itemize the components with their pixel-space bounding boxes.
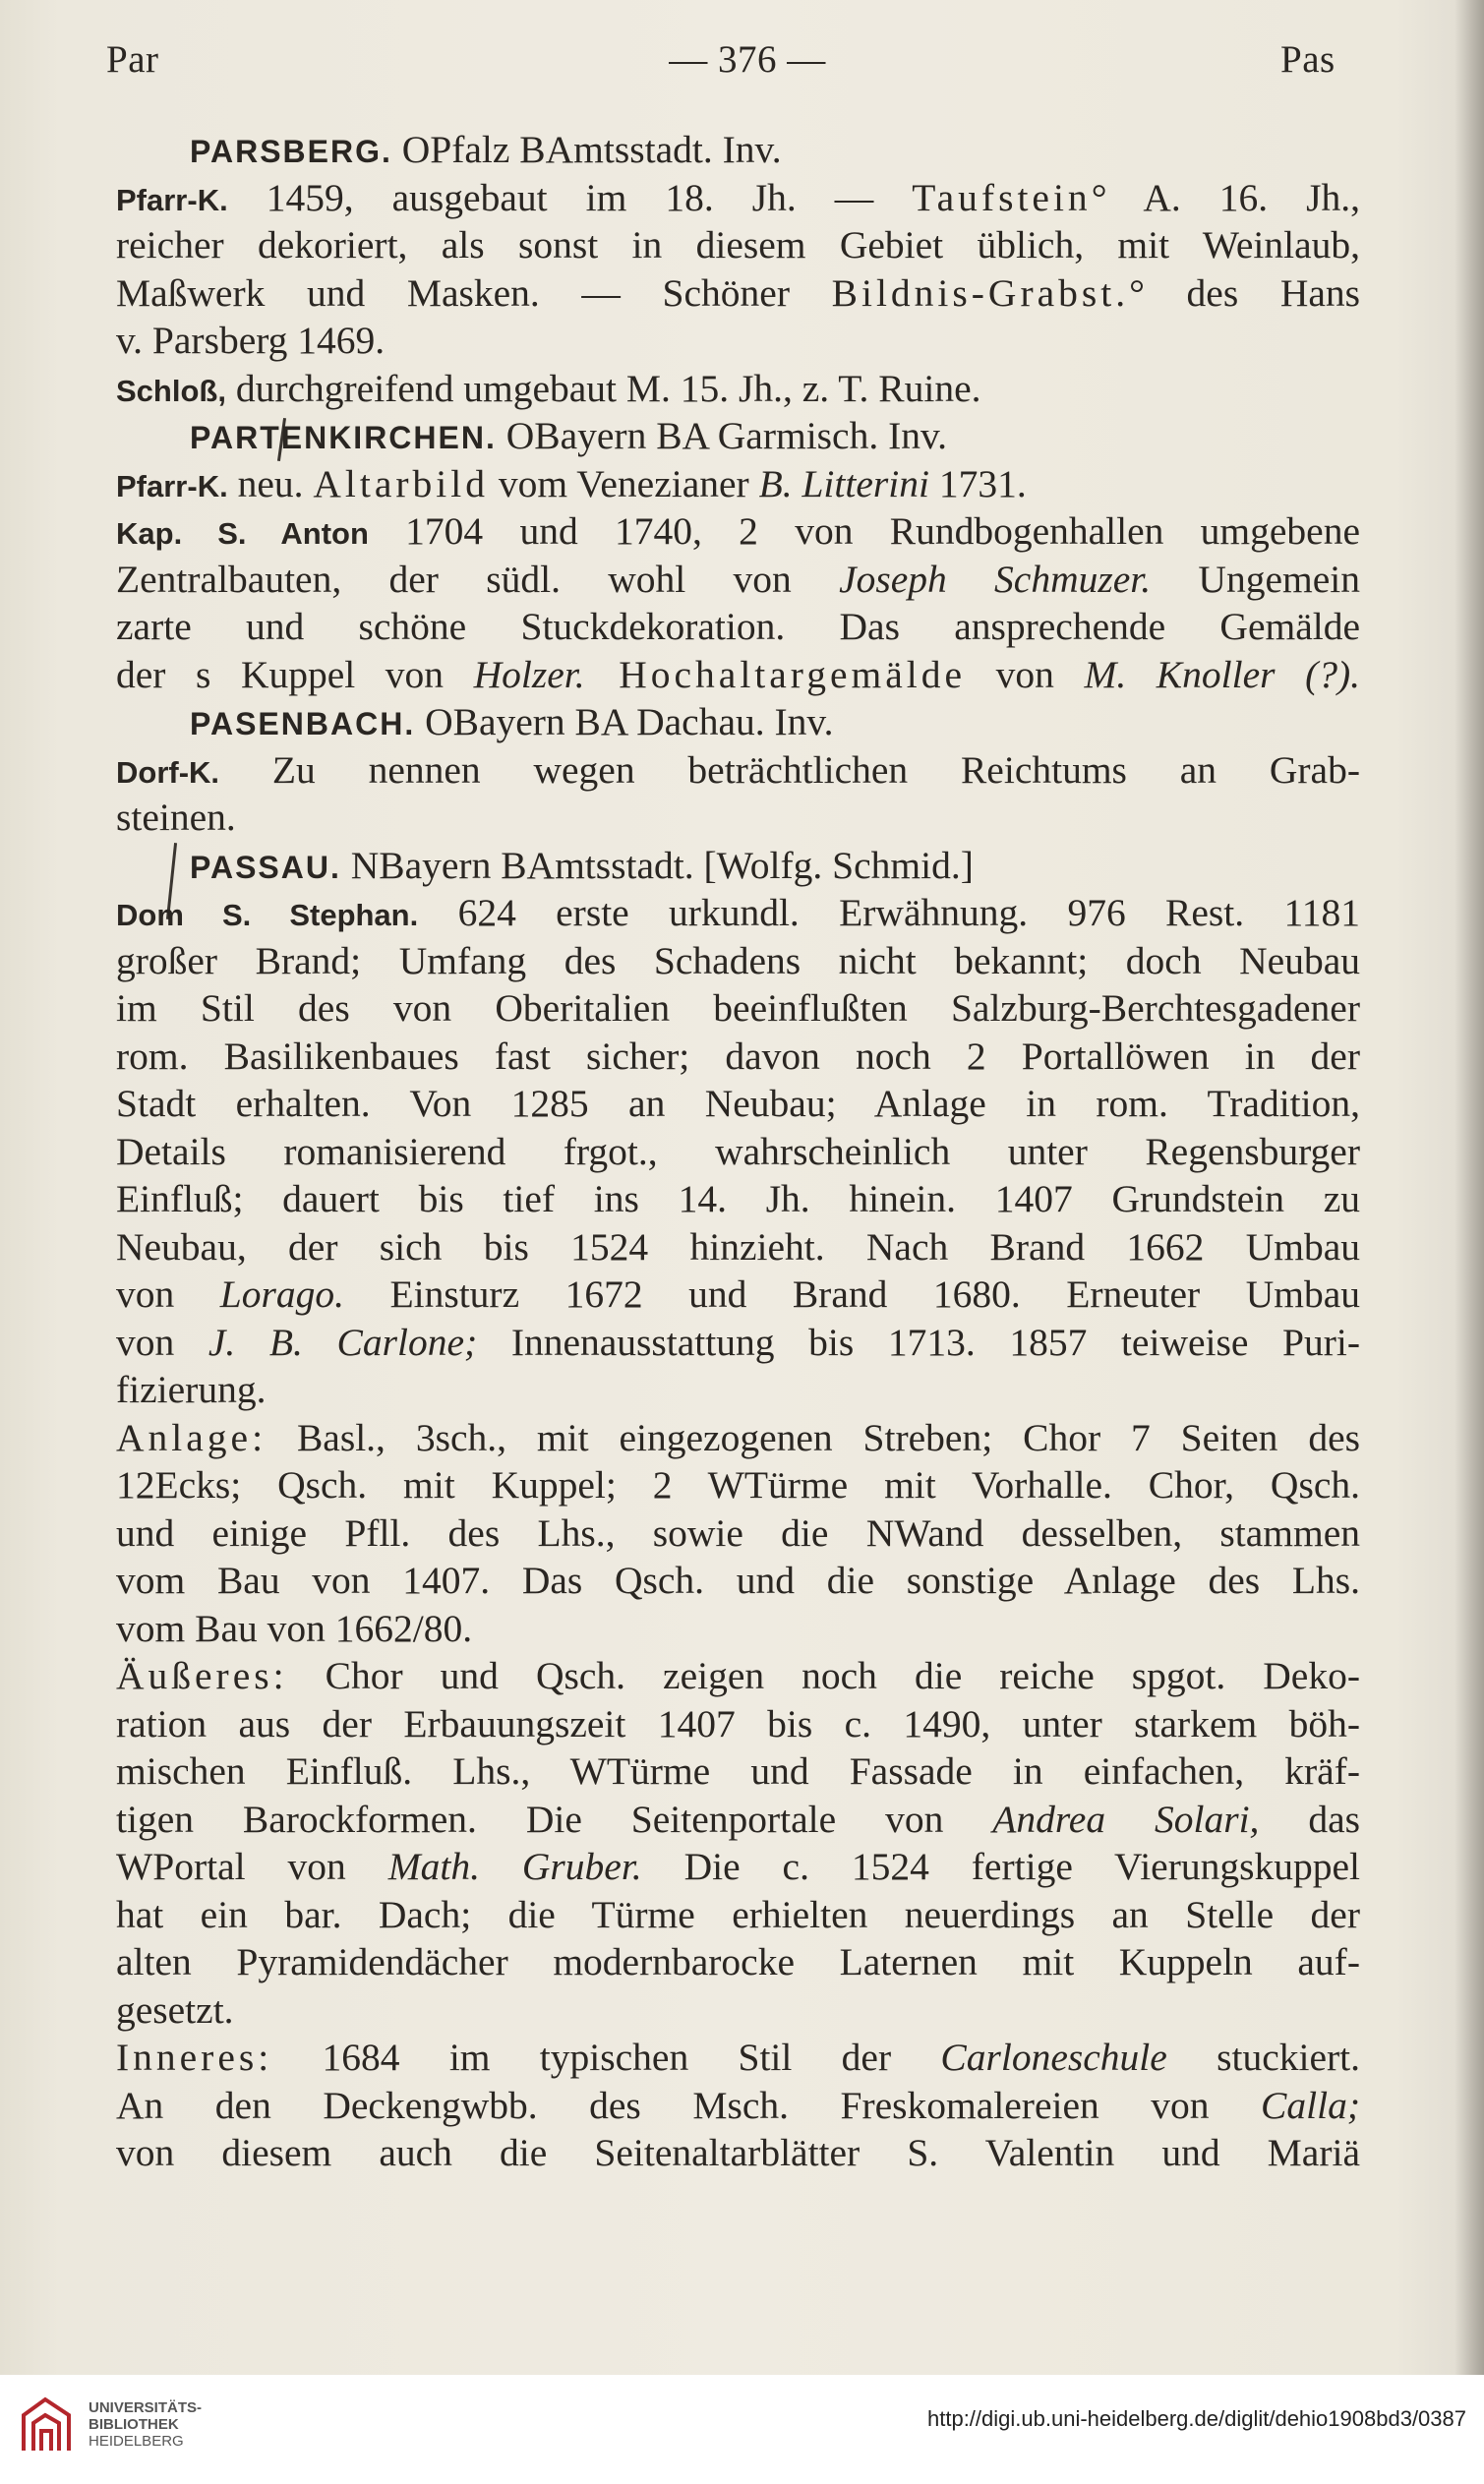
keyword: Schloß,: [116, 373, 226, 408]
source-url-link[interactable]: http://digi.ub.uni-heidelberg.de/diglit/dehio1908bd3/0387: [927, 2406, 1466, 2431]
section-label-inneres: Inneres:: [116, 2036, 273, 2079]
library-logo-icon: [16, 2394, 77, 2454]
running-head-left: Par: [106, 38, 159, 81]
library-logo-text: UNIVERSITÄTS- BIBLIOTHEK HEIDELBERG: [89, 2399, 203, 2450]
page-number: — 376 —: [669, 38, 826, 81]
entry-partenkirchen: PARTENKIRCHEN. OBayern BA Garmisch. Inv. Pfarr-K. neu. Altarbild vom Venezianer B. Litterini 1731. Kap. S. Anton 1704 und 1740, 2 von Rundbogenhallen umgebene Zentralbauten, der südl. wohl von Joseph Schmuzer. Ungemein zarte und schöne Stuckdekoration. Das ansprechende Gemälde der s Kuppel von Holzer. Hochaltargemälde von M. Knoller (?).: [116, 414, 1360, 696]
entry-pasenbach: PASENBACH. OBayern BA Dachau. Inv. Dorf-K. Zu nennen wegen beträchtlichen Reichtums an Grab- steinen.: [116, 700, 1360, 839]
entry-title: PASSAU.: [190, 849, 341, 885]
keyword: Pfarr-K.: [116, 182, 228, 217]
entry-title: PARSBERG.: [190, 134, 392, 169]
section-label-aeusseres: Äußeres:: [116, 1654, 288, 1697]
keyword: Pfarr-K.: [116, 468, 228, 503]
entry-title: PASENBACH.: [190, 706, 416, 741]
entry-title: PARTENKIRCHEN.: [190, 420, 497, 455]
keyword: Dom S. Stephan.: [116, 898, 419, 932]
running-head-right: Pas: [1280, 38, 1336, 81]
page-edge-shadow: [1454, 0, 1484, 2375]
entry-parsberg: PARSBERG. OPfalz BAmtsstadt. Inv. Pfarr-K. 1459, ausgebaut im 18. Jh. — Taufstein° A. 16. Jh., reicher dekoriert, als sonst in diesem Gebiet üblich, mit Weinlaub, Maßwerk und Masken. — Schöner Bildnis-Grabst.° des Hans v. Parsberg 1469. Schloß, durchgreifend umgebaut M. 15. Jh., z. T. Ruine.: [116, 128, 1360, 410]
keyword: Dorf-K.: [116, 754, 220, 790]
entry-passau: PASSAU. NBayern BAmtsstadt. [Wolfg. Schmid.] Dom S. Stephan. 624 erste urkundl. Erwähnung. 976 Rest. 1181 großer Brand; Umfang des Schadens nicht bekannt; doch Neubau im Stil des von Oberitalien beeinflußten Salzburg-Berchtesgadener rom. Basilikenbaues fast sicher; davon noch 2 Portallöwen in der Stadt erhalten. Von 1285 an Neubau; Anlage in rom. Tradition, Details romanisierend frgot., wahrscheinlich unter Regensburger Einfluß; dauert bis tief ins 14. Jh. hinein. 1407 Grundstein zu Neubau, der sich bis 1524 hinzieht. Nach Brand 1662 Umbau von Lorago. Einsturz 1672 und Brand 1680. Erneuter Umbau von J. B. Carlone; Innenausstattung bis 1713. 1857 teiweise Puri- fizierung. Anlage: Basl., 3sch., mit eingezogenen Streben; Chor 7 Seiten des 12Ecks; Qsch. mit Kuppel; 2 WTürme mit Vorhalle. Chor, Qsch. und einige Pfll. des Lhs., sowie die NWand desselben, stammen vom Bau von 1407. Das Qsch. und die sonstige Anlage des Lhs. vom Bau von 1662/80. Äußeres: Chor und Qsch. zeigen noch die reiche spgot. Deko- ration aus der Erbauungszeit 1407 bis c. 1490, unter starkem böh- mischen Einfluß. Lhs., WTürme und Fassade in einfachen, kräf- tigen Barockformen. Die Seitenportale von Andrea Solari, das WPortal von Math. Gruber. Die c. 1524 fertige Vierungskuppel hat ein bar. Dach; die Türme erhielten neuerdings an Stelle der alten Pyramidendächer modernbarocke Laternen mit Kuppeln auf- gesetzt. Inneres: 1684 im typischen Stil der Carloneschule stuckiert. An den Deckengwbb. des Msch. Freskomalereien von Calla; von diesem auch die Seitenaltarblätter S. Valentin und Mariä: [116, 843, 1360, 2174]
article-text: [116, 126, 1360, 2177]
section-label-anlage: Anlage:: [116, 1415, 267, 1459]
keyword: Kap. S. Anton: [116, 516, 369, 551]
